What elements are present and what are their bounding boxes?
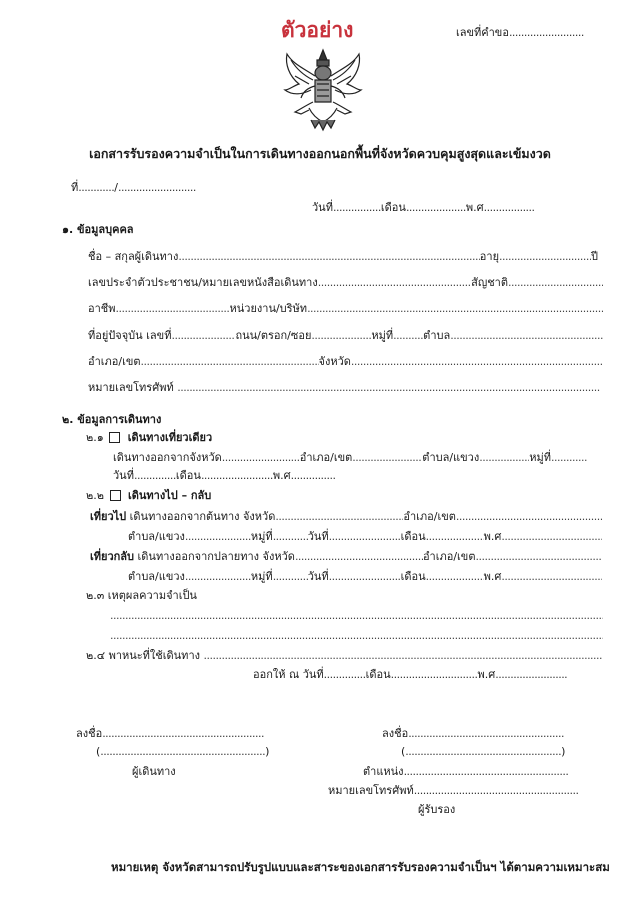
paren-close: ) [265,745,270,758]
reason-input-1[interactable] [110,609,603,623]
province-label: จังหวัด [318,355,351,368]
footnote: หมายเหตุ จังหวัดสามารถปรับรูปแบบและสาระของเอกสารรับรองความจำเป็นฯ ได้ตามความเหมาะสม [111,860,610,874]
section-2-heading: ๒. ข้อมูลการเดินทาง [62,413,162,426]
traveler-sign-label: ลงชื่อ [76,727,103,740]
moo-label: หมู่ที่ [250,530,273,543]
company-input[interactable] [307,302,603,316]
nationality-label: สัญชาติ [471,276,508,289]
issued-date-row[interactable]: ออกให้ ณ วันที่..............เดือน.............................พ.ศ........................ [253,668,568,681]
outbound-amphoe-input[interactable] [456,510,602,524]
year-input[interactable] [501,570,602,584]
option-number: ๒.๒ [86,489,104,502]
traveler-role: ผู้เดินทาง [132,765,176,778]
round-trip-label: เดินทางไป – กลับ [128,489,212,502]
traveler-printed-name-field[interactable]: (.......................................................) [96,745,270,758]
company-label: หน่วยงาน/บริษัท [229,302,308,315]
return-origin-row[interactable] [90,550,602,564]
outbound-date-row[interactable] [128,530,602,544]
month-label: เดือน [380,201,406,214]
document-title: เอกสารรับรองความจำเป็นในการเดินทางออกนอกพื้นที่จังหวัดควบคุมสูงสุดและเข้มงวด [89,146,551,161]
return-date-row[interactable] [128,570,602,584]
return-amphoe-input[interactable] [475,550,602,564]
amphoe-input[interactable] [352,451,422,465]
age-label: อายุ [479,250,500,263]
occupation-label: อาชีพ [88,302,116,315]
paren-close: ) [561,745,566,758]
document-date-field[interactable]: วันที่................เดือน....................พ.ศ................. [312,201,535,214]
traveler-name-row[interactable] [88,250,598,264]
year-input[interactable] [501,530,602,544]
depart-province-label: เดินทางออกจากจังหวัด [113,451,222,464]
round-trip-option[interactable] [86,489,211,503]
phone-input[interactable] [177,381,600,395]
request-number-label: เลขที่คำขอ [456,26,509,39]
tambon-input[interactable] [479,451,529,465]
amphoe-label: อำเภอ/เขต [299,451,353,464]
tambon-label: ตำบล/แขวง [128,570,185,583]
year-label: พ.ศ [465,201,484,214]
id-row[interactable] [88,276,603,290]
tambon-input[interactable] [185,570,251,584]
outbound-origin-row[interactable] [90,510,602,524]
one-way-date-row[interactable]: วันที่..............เดือน........................พ.ศ............... [113,469,336,482]
round-trip-checkbox[interactable] [110,490,121,501]
amphoe-input[interactable] [141,355,319,369]
certifier-sign-label: ลงชื่อ [382,727,409,740]
day-label: วันที่ [312,201,333,214]
outbound-label: เที่ยวไป [90,510,127,523]
moo-input[interactable] [551,451,588,465]
vehicle-row[interactable] [86,649,602,663]
outbound-province-input[interactable] [275,510,403,524]
tambon-label: ตำบล/แขวง [128,530,185,543]
outbound-amphoe-label: อำเภอ/เขต [403,510,456,523]
year-label: พ.ศ [272,469,291,482]
return-label: เที่ยวกลับ [90,550,135,563]
occupation-row[interactable] [88,302,603,316]
vehicle-label: ๒.๔ พาหนะที่ใช้เดินทาง [86,649,200,662]
issued-month-label: เดือน [365,668,391,681]
id-input[interactable] [318,276,471,290]
tambon-input[interactable] [450,329,603,343]
day-input[interactable] [329,530,401,544]
day-label: วันที่ [307,530,329,543]
certifier-printed-name-field[interactable]: (....................................................) [401,745,566,758]
age-unit: ปี [591,250,598,263]
return-amphoe-label: อำเภอ/เขต [422,550,476,563]
day-label: วันที่ [307,570,329,583]
slash: / [114,181,118,194]
certifier-phone-field[interactable]: หมายเลขโทรศัพท์....................................................... [328,784,579,797]
name-label: ชื่อ – สกุลผู้เดินทาง [88,250,179,263]
vehicle-input[interactable] [204,649,603,663]
month-label: เดือน [175,469,201,482]
day-label: วันที่ [113,469,134,482]
address-row[interactable] [88,329,603,343]
name-input[interactable] [178,250,479,264]
sample-watermark: ตัวอย่าง [281,18,354,42]
outbound-province-label: เดินทางออกจากต้นทาง จังหวัด [129,510,276,523]
paren-open: ( [96,745,101,758]
province-input[interactable] [351,355,603,369]
moo-input[interactable] [273,530,308,544]
certifier-position-field[interactable]: ตำแหน่ง....................................................... [363,765,569,778]
month-label: เดือน [400,530,426,543]
tambon-label: ตำบล/แขวง [422,451,480,464]
age-input[interactable] [499,250,591,264]
option-number: ๒.๑ [86,431,104,444]
reason-line-2[interactable] [110,629,603,643]
paren-open: ( [401,745,406,758]
phone-row[interactable] [88,381,600,395]
reason-line-1[interactable] [110,609,603,623]
day-input[interactable] [329,570,401,584]
moo-input[interactable] [393,329,423,343]
month-input[interactable] [426,530,484,544]
id-label: เลขประจำตัวประชาชน/หมายเลขหนังสือเดินทาง [88,276,318,289]
issued-day-label: ออกให้ ณ วันที่ [253,668,324,681]
amphoe-label: อำเภอ/เขต [88,355,141,368]
tambon-input[interactable] [185,530,251,544]
road-label: ถนน/ตรอก/ซอย [235,329,312,342]
certifier-position-label: ตำแหน่ง [363,765,404,778]
nationality-input[interactable] [508,276,603,290]
return-province-input[interactable] [295,550,423,564]
issued-year-label: พ.ศ [477,668,496,681]
one-way-label: เดินทางเที่ยวเดียว [127,431,213,444]
year-label: พ.ศ [483,570,502,583]
tambon-label: ตำบล [423,329,451,342]
depart-province-input[interactable] [222,451,300,465]
moo-input[interactable] [273,570,308,584]
occupation-input[interactable] [116,302,230,316]
section-1-heading: ๑. ข้อมูลบุคคล [62,223,134,236]
moo-label: หมู่ที่ [250,570,273,583]
moo-label: หมู่ที่ [529,451,551,464]
certifier-signature-field[interactable]: ลงชื่อ.................................................... [382,727,565,740]
reference-number-field[interactable]: ที่............/.......................... [71,181,196,194]
reference-number-label: ที่ [71,181,79,194]
request-number-field[interactable]: เลขที่คำขอ......................... [456,26,584,39]
certifier-role: ผู้รับรอง [418,803,456,816]
reason-input-2[interactable] [110,629,603,643]
address-number-label: ที่อยู่ปัจจุบัน เลขที่ [88,329,172,342]
month-input[interactable] [426,570,484,584]
one-way-option[interactable] [86,431,212,445]
district-row[interactable] [88,355,603,369]
address-number-input[interactable] [171,329,235,343]
month-label: เดือน [400,570,426,583]
road-input[interactable] [311,329,371,343]
year-label: พ.ศ [483,530,502,543]
moo-label: หมู่ที่ [371,329,394,342]
traveler-signature-field[interactable]: ลงชื่อ...................................................... [76,727,265,740]
reason-label: ๒.๓ เหตุผลความจำเป็น [86,589,197,602]
certifier-phone-label: หมายเลขโทรศัพท์ [328,784,414,797]
phone-label: หมายเลขโทรศัพท์ [88,381,174,394]
one-way-origin-row[interactable] [113,451,588,465]
garuda-emblem-icon [279,46,367,132]
return-province-label: เดินทางออกจากปลายทาง จังหวัด [137,550,295,563]
one-way-checkbox[interactable] [109,432,120,443]
